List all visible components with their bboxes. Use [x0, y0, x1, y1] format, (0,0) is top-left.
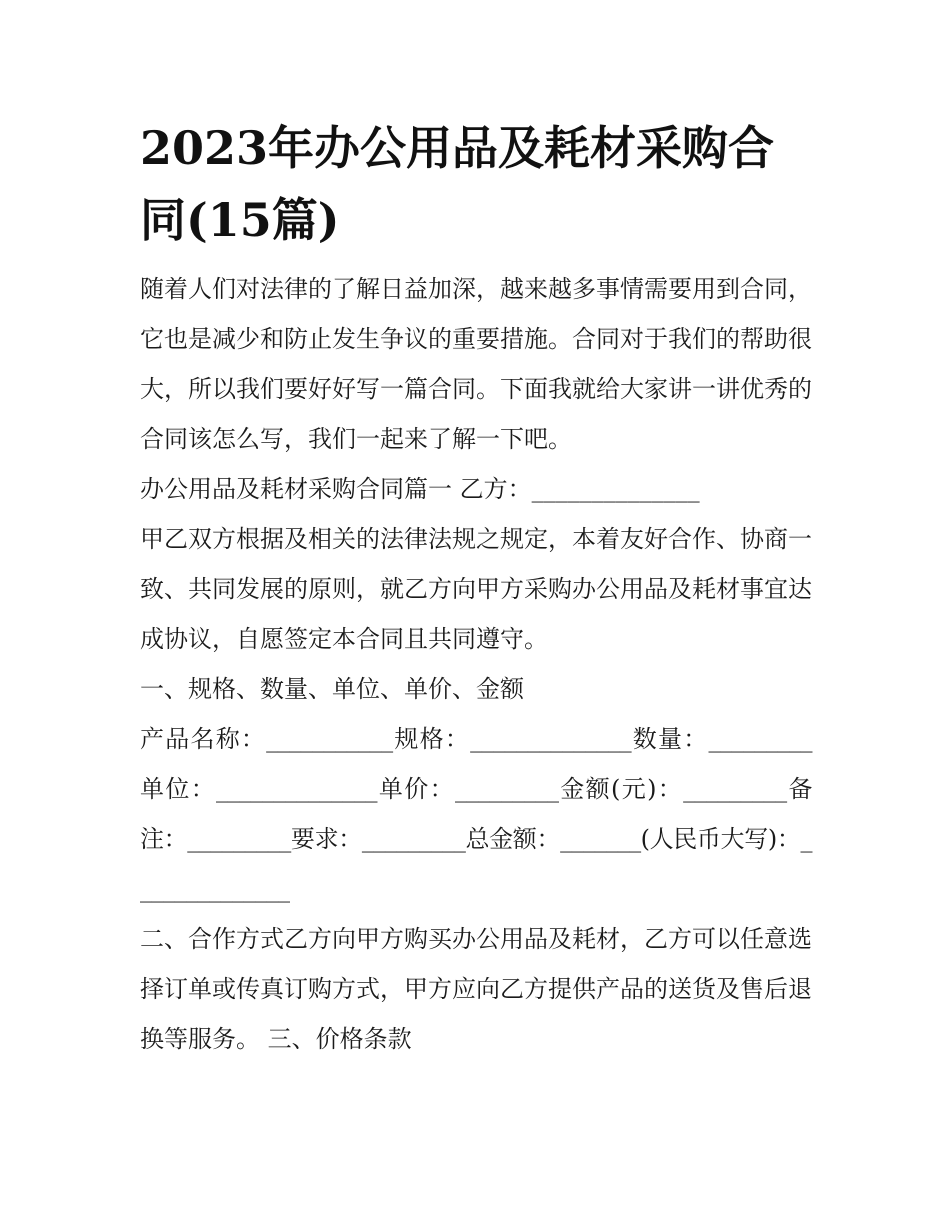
document-title: 2023年办公用品及耗材采购合同(15篇)	[140, 121, 775, 247]
section-two-paragraph: 二、合作方式乙方向甲方购买办公用品及耗材，乙方可以任意选择订单或传真订购方式，甲方应向乙方提供产品的送货及售后退换等服务。 三、价格条款	[140, 925, 812, 1053]
section-one-heading: 一、规格、数量、单位、单价、金额	[140, 675, 524, 703]
preamble-paragraph: 甲乙双方根据及相关的法律法规之规定，本着友好合作、协商一致、共同发展的原则，就乙方向甲方采购办公用品及耗材事宜达成协议，自愿签定本合同且共同遵守。	[140, 525, 812, 653]
contract-heading-line: 办公用品及耗材采购合同篇一 乙方：______________	[140, 475, 700, 503]
document-page	[140, 112, 812, 1064]
intro-paragraph: 随着人们对法律的了解日益加深，越来越多事情需要用到合同，它也是减少和防止发生争议的重要措施。合同对于我们的帮助很大，所以我们要好好写一篇合同。下面我就给大家讲一讲优秀的合同该怎么写，我们一起来了解一下吧。	[140, 275, 812, 453]
product-fields-paragraph: 产品名称：___________规格：______________数量：_________单位：______________单价：_________金额(元)：_________备注：_________要求：_________总金额：_______(人民币大写)：______________	[140, 725, 812, 903]
